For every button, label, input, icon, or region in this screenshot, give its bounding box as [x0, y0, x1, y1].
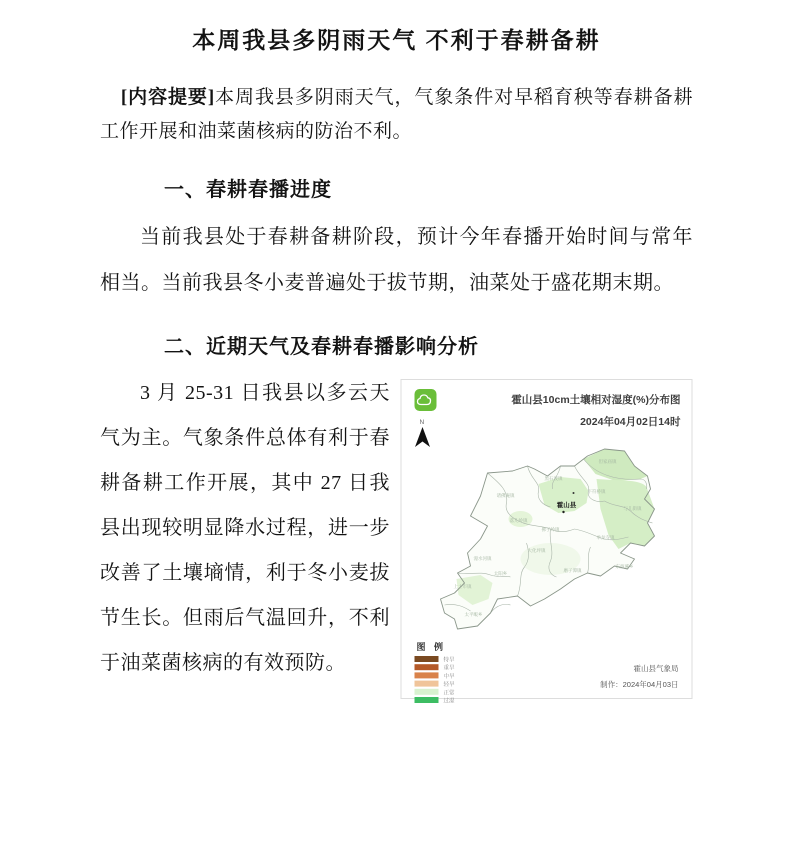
district-label: 单龙寺镇: [596, 535, 615, 540]
district-label: 东西溪乡: [615, 564, 634, 569]
district-label: 磨子潭镇: [563, 568, 582, 573]
legend-item: [415, 697, 456, 705]
district-label: 但家庙镇: [598, 459, 617, 464]
map-datetime: 2024年04月02日14时: [580, 416, 681, 428]
svg-text:中旱: 中旱: [443, 673, 455, 680]
map-credit-date: 制作：2024年04月03日: [600, 680, 679, 689]
district-label: 漫水河镇: [473, 556, 492, 561]
map-title: 霍山县10cm土壤相对湿度(%)分布图: [511, 394, 681, 406]
soil-moisture-map-figure: [400, 379, 693, 705]
section-2-heading: 二、近期天气及春耕春播影响分析: [164, 336, 479, 358]
svg-text:正常: 正常: [443, 690, 455, 697]
district-label: 下符桥镇: [587, 489, 606, 494]
section-1-heading: 一、春耕春播进度: [164, 179, 332, 201]
district-label: 太阳乡: [493, 571, 508, 576]
district-label: 黑石渡镇: [544, 476, 563, 481]
district-label: 落儿岭镇: [509, 518, 528, 523]
district-label: 诸佛庵镇: [496, 493, 515, 498]
summary-paragraph: [100, 81, 693, 149]
district-label: 佛子岭镇: [541, 527, 560, 532]
svg-text:特旱: 特旱: [443, 657, 455, 664]
district-label: 上土市镇: [453, 584, 472, 589]
svg-text:重旱: 重旱: [443, 665, 455, 672]
legend-title: 图 例: [416, 642, 447, 652]
section-1-paragraph: 当前我县处于春耕备耕阶段，预计今年春播开始时间与常年相当。当前我县冬小麦普遍处于拔节期，油菜处于盛花期末期。: [100, 226, 693, 294]
svg-text:轻旱: 轻旱: [443, 682, 455, 689]
summary-text: 本周我县多阴雨天气，气象条件对早稻育秧等春耕备耕工作开展和油菜菌核病的防治不利。: [100, 87, 693, 142]
district-label: 大化坪镇: [527, 548, 546, 553]
district-label: 与儿街镇: [623, 506, 642, 511]
map-credit-agency: 霍山县气象局: [633, 664, 679, 673]
weather-bureau-logo-icon: [415, 389, 437, 411]
section-2-paragraph: 3 月 25-31 日我县以多云天气为主。气象条件总体有利于春耕备耕工作开展，其中 27 日我县出现较明显降水过程，进一步改善了土壤墒情，利于冬小麦拔节生长。但雨后气温回升，不利于油菜菌核病的有效预防。: [100, 382, 390, 674]
soil-moisture-map: [400, 379, 693, 705]
svg-text:过湿: 过湿: [443, 698, 455, 705]
district-label: 太平畈乡: [464, 612, 483, 617]
county-seat-label: 霍山县: [556, 502, 577, 509]
svg-text:N: N: [419, 419, 425, 426]
summary-label: [内容提要]: [120, 87, 215, 108]
section-2-body: [100, 371, 693, 703]
page-title: 本周我县多阴雨天气 不利于春耕备耕: [192, 27, 601, 53]
